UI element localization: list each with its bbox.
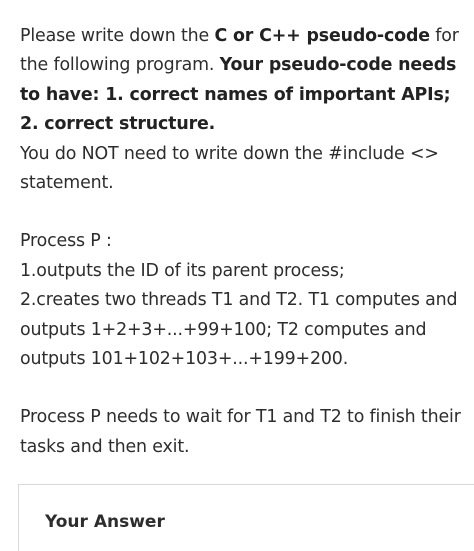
instruction-text: Please write down the	[20, 26, 215, 46]
requirement-item-2: 2.creates two threads T1 and T2. T1 computes and outputs 1+2+3+...+99+100; T2 computes and outputs 101+102+103+...+199+200.	[20, 290, 458, 370]
include-note: You do NOT need to write down the #include <> statement.	[20, 143, 439, 194]
process-header: Process P :	[20, 231, 112, 252]
instruction-paragraph	[20, 22, 474, 140]
closing-paragraph: Process P needs to wait for T1 and T2 to finish their tasks and then exit.	[20, 407, 461, 457]
question-text	[20, 22, 474, 462]
requirement-item-1: 1.outputs the ID of its parent process;	[20, 260, 345, 281]
spacer	[20, 198, 474, 227]
instruction-text-2: for the following program.	[20, 26, 459, 76]
answer-title: Your Answer	[45, 512, 165, 532]
answer-box[interactable]	[18, 484, 474, 551]
spacer	[20, 374, 474, 403]
instruction-bold-requirements: Your pseudo-code needs to have: 1. correct names of important APIs; 2. correct structure.	[20, 55, 457, 135]
instruction-bold-language: C or C++ pseudo-code	[214, 26, 430, 46]
